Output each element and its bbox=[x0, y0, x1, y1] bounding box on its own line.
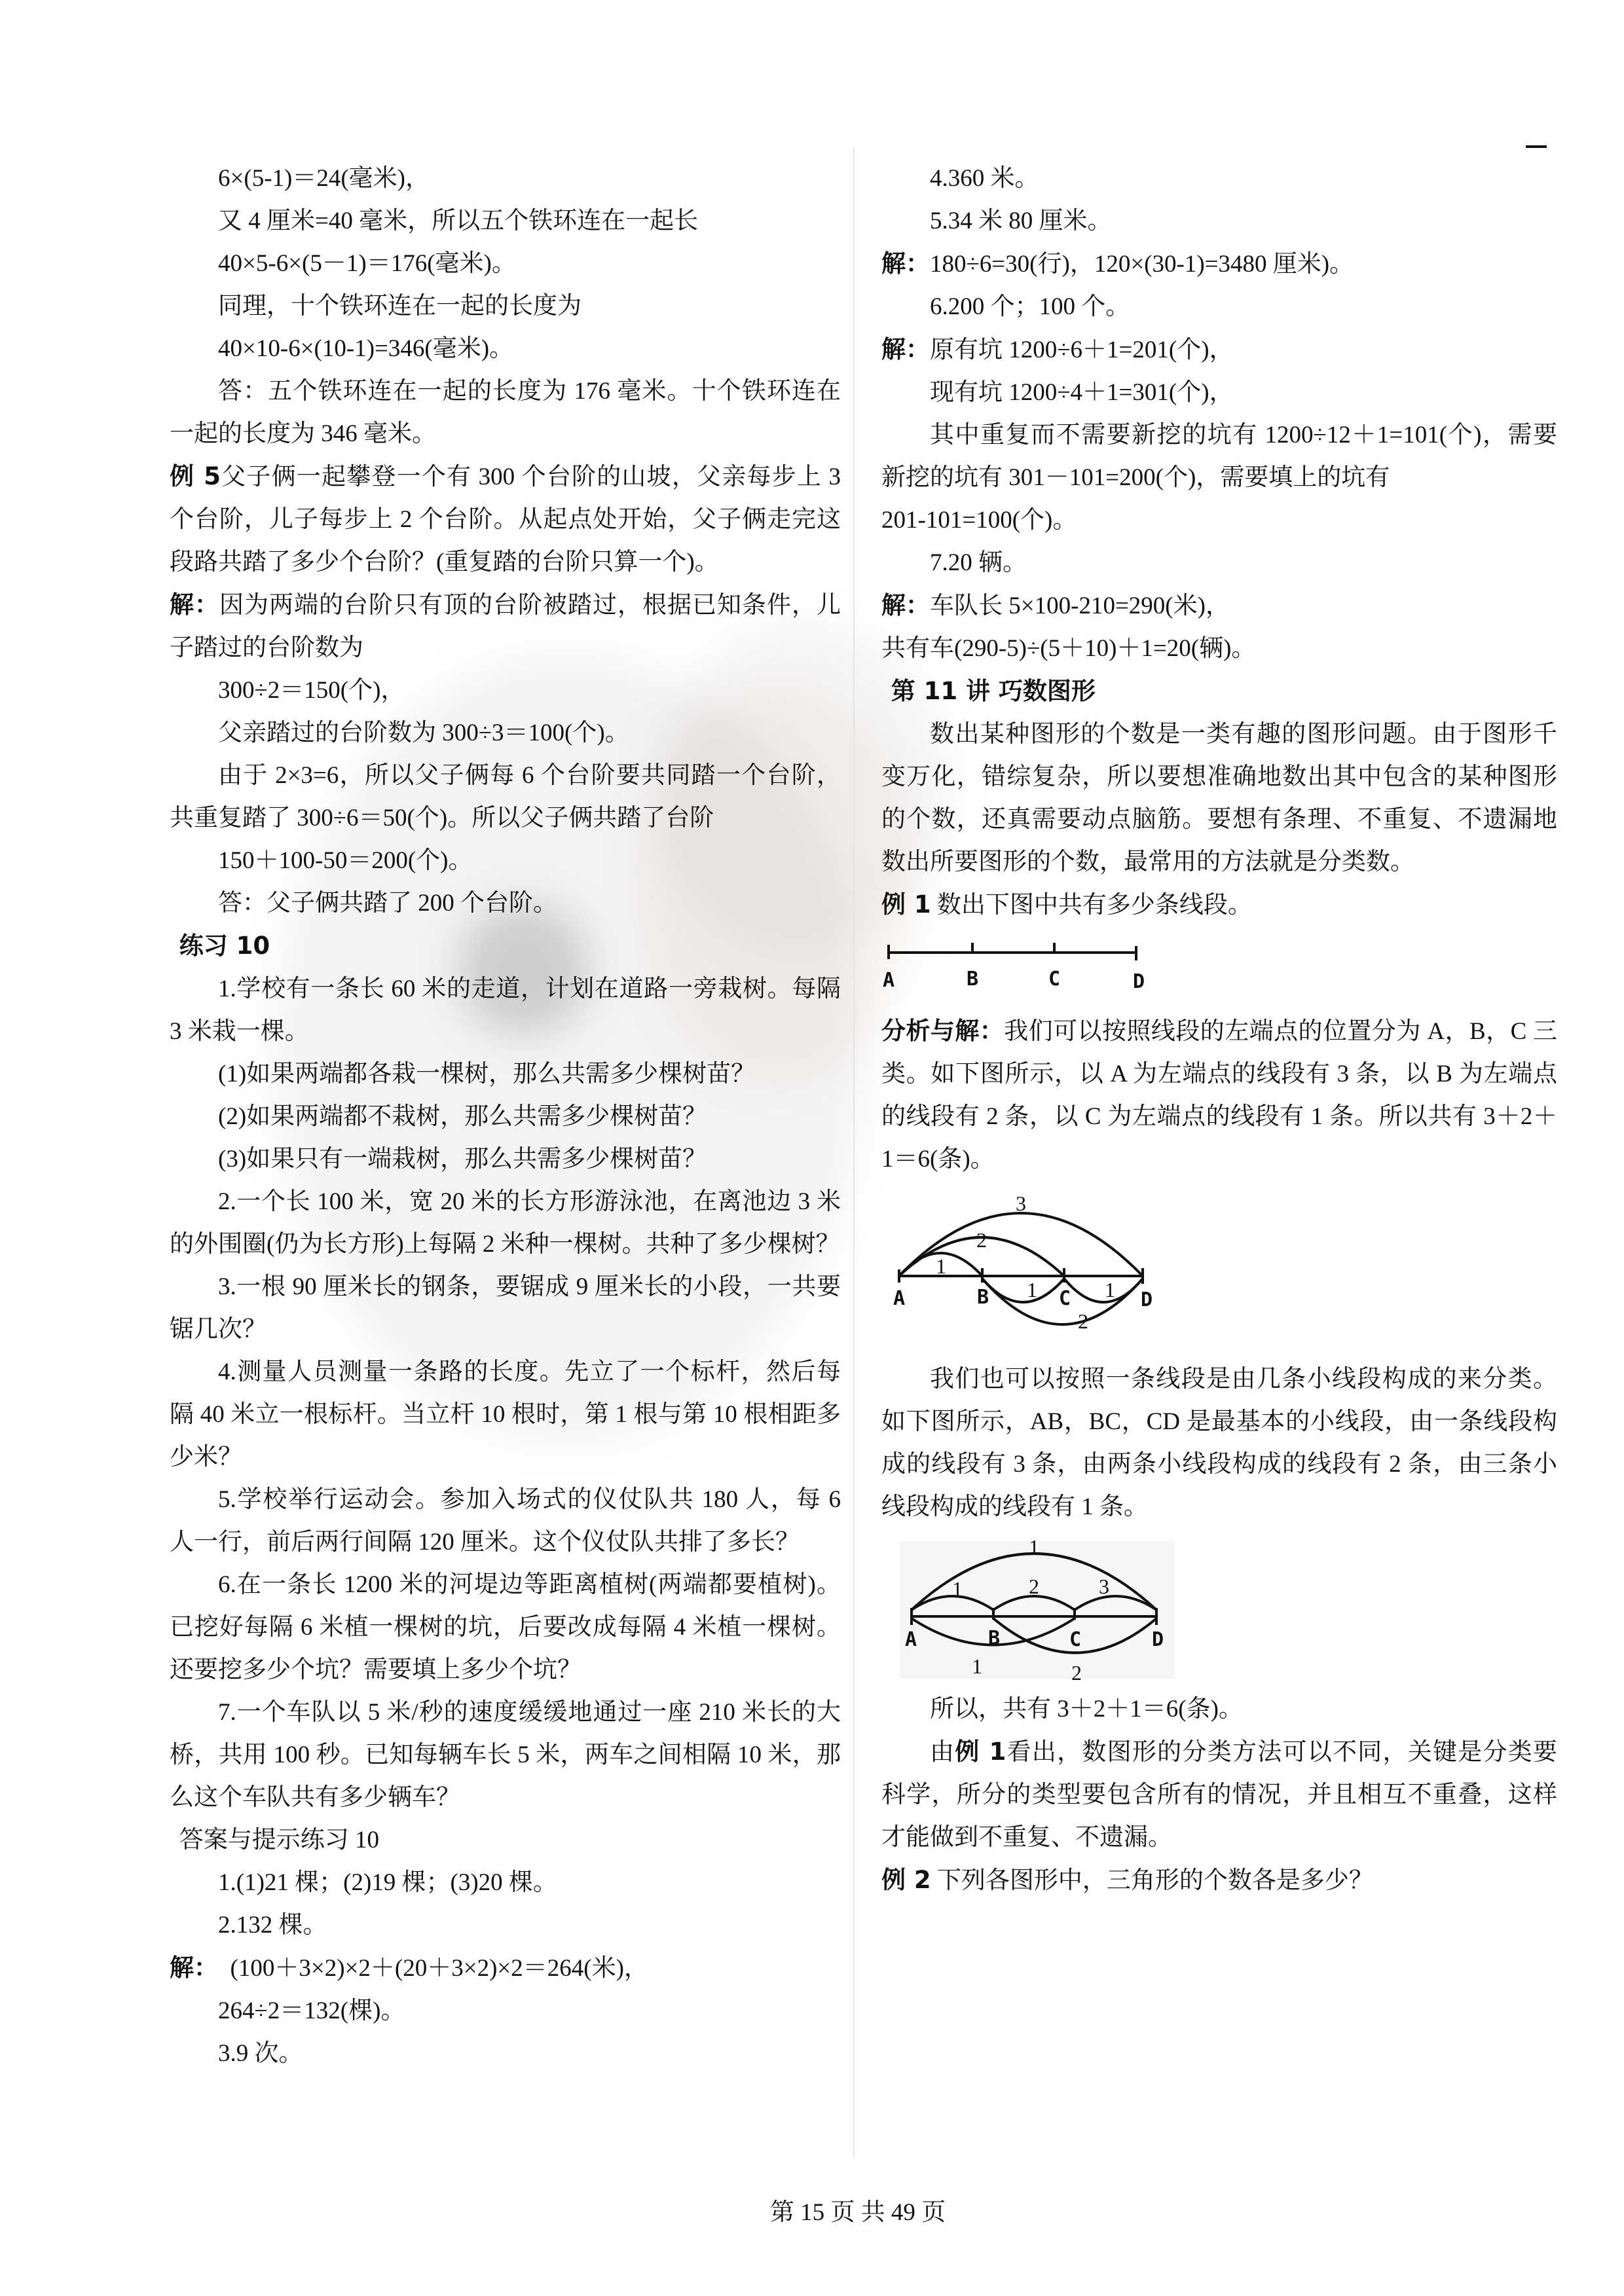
arc-label-a-d: 3 bbox=[1016, 1192, 1026, 1215]
arc-label-b-d: 2 bbox=[1078, 1309, 1088, 1333]
paragraph-text: 答案与提示练习 10 bbox=[179, 1827, 380, 1853]
paragraph-text: (100＋3×2)×2＋(20＋3×2)×2＝264(米)， bbox=[206, 1955, 648, 1982]
paragraph bbox=[170, 1478, 841, 1563]
paragraph bbox=[170, 1053, 841, 1095]
paragraph-text: 40×5-6×(5－1)＝176(毫米)。 bbox=[218, 250, 516, 277]
paragraph-text: 我们可以按照线段的左端点的位置分为 A，B，C 三类。如下图所示，以 A 为左端点的线段有 3 条，以 B 为左端点的线段有 2 条，以 C 为左端点的线段有 1 条。所以共有 3＋2＋1＝6(条)。 bbox=[881, 1018, 1557, 1173]
bold-label: 例 5 bbox=[170, 462, 221, 490]
paragraph bbox=[170, 924, 841, 968]
arc-label-b-d: 2 bbox=[1071, 1661, 1082, 1685]
paragraph-text: 共有车(290-5)÷(5＋10)＋1=20(辆)。 bbox=[881, 635, 1256, 662]
paragraph bbox=[170, 1990, 841, 2032]
paragraph-text: 4.360 米。 bbox=[930, 165, 1039, 192]
point-label-d: D bbox=[1152, 1628, 1164, 1651]
paragraph bbox=[881, 1010, 1557, 1180]
bold-label: 练习 10 bbox=[179, 932, 270, 960]
figure-background bbox=[900, 1541, 1175, 1679]
bold-label: 例 1 bbox=[881, 890, 931, 919]
paragraph bbox=[881, 242, 1557, 285]
sub-segment-arc-diagram bbox=[881, 1528, 1183, 1688]
paragraph-text: 7.20 辆。 bbox=[930, 549, 1027, 576]
paragraph-text: 1.学校有一条长 60 米的走道，计划在道路一旁栽树。每隔 3 米栽一棵。 bbox=[170, 975, 841, 1045]
point-label-d: D bbox=[1133, 970, 1145, 993]
paragraph bbox=[170, 1138, 841, 1180]
bold-label: 解： bbox=[881, 249, 930, 278]
paragraph bbox=[881, 157, 1557, 200]
paragraph bbox=[881, 1358, 1557, 1528]
paragraph-text: 下列各图形中，三角形的个数各是多少？ bbox=[931, 1867, 1373, 1894]
paragraph-text: 同理，十个铁环连在一起的长度为 bbox=[218, 293, 581, 319]
point-label-a: A bbox=[893, 1287, 906, 1310]
paragraph bbox=[170, 754, 841, 839]
paragraph bbox=[170, 157, 841, 200]
paragraph bbox=[170, 712, 841, 754]
paragraph-text: 264÷2＝132(棵)。 bbox=[218, 1997, 405, 2024]
point-label-a: A bbox=[905, 1628, 917, 1651]
paragraph-text: 父子俩一起攀登一个有 300 个台阶的山坡，父亲每步上 3 个台阶，儿子每步上 2 个台阶。从起点处开始，父子俩走完这段路共踏了多少个台阶？(重复踏的台阶只算一个)。 bbox=[170, 464, 841, 575]
answers-and-lecture-intro bbox=[881, 157, 1557, 926]
paragraph-text: 看出，数图形的分类方法可以不同，关键是分类要科学，所分的类型要包含所有的情况，并且相互不重叠，这样才能做到不重复、不遗漏。 bbox=[881, 1739, 1558, 1851]
paragraph-text: 因为两端的台阶只有顶的台阶被踏过，根据已知条件，儿子踏过的台阶数为 bbox=[170, 592, 841, 661]
column-divider bbox=[853, 147, 855, 2157]
analysis-paragraph bbox=[881, 1010, 1557, 1180]
bold-label: 例 2 bbox=[881, 1866, 931, 1894]
paragraph bbox=[170, 583, 841, 669]
paragraph-text: 5.学校举行运动会。参加入场式的仪仗队共 180 人，每 6 人一行，前后两行间隔 120 厘米。这个仪仗队共排了多长？ bbox=[170, 1486, 841, 1556]
paragraph-text: 180÷6=30(行)，120×(30-1)=3480 厘米)。 bbox=[930, 251, 1354, 278]
paragraph bbox=[881, 285, 1557, 328]
paragraph bbox=[170, 669, 841, 712]
bold-label: 分析与解： bbox=[881, 1017, 1005, 1045]
paragraph bbox=[881, 328, 1557, 371]
paragraph-text: 40×10-6×(10-1)=346(毫米)。 bbox=[218, 335, 514, 362]
paragraph-text: 6.在一条长 1200 米的河堤边等距离植树(两端都要植树)。已挖好每隔 6 米植一棵树的坑，后要改成每隔 4 米植一棵树。还要挖多少个坑？需要填上多少个坑？ bbox=[170, 1571, 841, 1683]
paragraph-text: 6×(5-1)＝24(毫米)， bbox=[218, 165, 430, 192]
paragraph-text: 答：五个铁环连在一起的长度为 176 毫米。十个铁环连在一起的长度为 346 毫米。 bbox=[170, 378, 841, 447]
paragraph bbox=[881, 499, 1557, 541]
arc-label-a-b: 1 bbox=[952, 1577, 963, 1601]
paragraph-text: 3.9 次。 bbox=[218, 2040, 303, 2067]
arc-label-a-c: 1 bbox=[972, 1654, 982, 1678]
paragraph bbox=[170, 285, 841, 327]
paragraph bbox=[881, 713, 1557, 883]
bold-label: 解： bbox=[170, 1954, 206, 1982]
point-label-c: C bbox=[1059, 1287, 1071, 1310]
left-endpoint-arc-diagram bbox=[881, 1180, 1170, 1358]
paragraph bbox=[170, 242, 841, 285]
paragraph bbox=[170, 968, 841, 1053]
paragraph-text: 父亲踏过的台阶数为 300÷3＝100(个)。 bbox=[218, 720, 629, 746]
bold-label: 第 11 讲 巧数图形 bbox=[891, 677, 1096, 705]
paragraph bbox=[170, 1095, 841, 1138]
paragraph-text: 数出下图中共有多少条线段。 bbox=[931, 892, 1252, 919]
paragraph bbox=[170, 1180, 841, 1266]
paragraph-text: 2.一个长 100 米，宽 20 米的长方形游泳池，在离池边 3 米的外围圈(仍为长方形)上每隔 2 米种一棵树。共种了多少棵树？ bbox=[170, 1188, 841, 1258]
paragraph bbox=[881, 883, 1557, 926]
point-label-c: C bbox=[1048, 968, 1061, 991]
right-column bbox=[881, 157, 1557, 1902]
paragraph-text: 201-101=100(个)。 bbox=[881, 507, 1077, 534]
paragraph-text: 其中重复而不需要新挖的坑有 1200÷12＋1=101(个)，需要新挖的坑有 301－101=200(个)，需要填上的坑有 bbox=[881, 422, 1557, 491]
segment-diagram bbox=[881, 926, 1156, 1010]
paragraph bbox=[881, 414, 1557, 499]
point-label-c: C bbox=[1069, 1628, 1082, 1651]
second-method-paragraph bbox=[881, 1358, 1557, 1528]
paragraph bbox=[881, 584, 1557, 627]
paragraph-text: 6.200 个；100 个。 bbox=[930, 293, 1130, 320]
paragraph bbox=[170, 1904, 841, 1946]
paragraph-text: (3)如果只有一端栽树，那么共需多少棵树苗？ bbox=[218, 1146, 707, 1173]
paragraph bbox=[170, 200, 841, 242]
paragraph-text: 3.一根 90 厘米长的钢条，要锯成 9 厘米长的小段，一共要锯几次？ bbox=[170, 1273, 841, 1343]
paragraph bbox=[881, 670, 1557, 713]
paragraph bbox=[170, 1563, 841, 1691]
paragraph-text: 现有坑 1200÷4＋1=301(个)， bbox=[930, 379, 1234, 406]
paragraph-text: 150＋100-50＝200(个)。 bbox=[218, 847, 473, 874]
paragraph bbox=[170, 1819, 841, 1861]
bold-label: 解： bbox=[881, 591, 930, 619]
point-label-b: B bbox=[988, 1627, 1001, 1650]
paragraph bbox=[170, 455, 841, 583]
paragraph bbox=[881, 541, 1557, 584]
paragraph-text: 1.(1)21 棵；(2)19 棵；(3)20 棵。 bbox=[218, 1869, 557, 1896]
arc-label-a-c: 2 bbox=[976, 1228, 987, 1252]
paragraph bbox=[881, 1859, 1557, 1902]
paragraph-text: 我们也可以按照一条线段是由几条小线段构成的来分类。如下图所示，AB，BC，CD 是最基本的小线段，由一条线段构成的线段有 3 条，由两条小线段构成的线段有 2 条，由三条小线段构成的线段有 1 条。 bbox=[881, 1366, 1557, 1520]
paragraph-text: 2.132 棵。 bbox=[218, 1912, 327, 1939]
paragraph-text: 7.一个车队以 5 米/秒的速度缓缓地通过一座 210 米长的大桥，共用 100 秒。已知每辆车长 5 米，两车之间相隔 10 米，那么这个车队共有多少辆车？ bbox=[170, 1699, 841, 1811]
point-label-d: D bbox=[1141, 1288, 1153, 1311]
arc-label-c-d: 1 bbox=[1105, 1278, 1115, 1302]
arc-label-a-b: 1 bbox=[936, 1254, 946, 1278]
left-column bbox=[170, 157, 841, 2075]
paragraph-text: 车队长 5×100-210=290(米)， bbox=[930, 592, 1230, 619]
page-footer bbox=[0, 2192, 1624, 2227]
paragraph-text: 300÷2＝150(个)， bbox=[218, 677, 405, 704]
paragraph bbox=[881, 627, 1557, 670]
arc-label-b-c: 1 bbox=[1027, 1278, 1037, 1302]
point-label-b: B bbox=[967, 968, 979, 991]
paragraph-text: (2)如果两端都不栽树，那么共需多少棵树苗？ bbox=[218, 1103, 707, 1130]
paragraph-text: 4.测量人员测量一条路的长度。先立了一个标杆，然后每隔 40 米立一根标杆。当立杆 10 根时，第 1 根与第 10 根相距多少米？ bbox=[170, 1358, 841, 1470]
point-label-b: B bbox=[977, 1286, 989, 1309]
arc-label-a-d: 1 bbox=[1029, 1535, 1039, 1559]
paragraph bbox=[881, 1688, 1557, 1730]
figure-line-segment-abcd bbox=[881, 926, 1222, 1010]
arc-label-b-c: 2 bbox=[1029, 1575, 1039, 1598]
figure-left-endpoint-classification bbox=[881, 1180, 1222, 1358]
paragraph-text: 数出某种图形的个数是一类有趣的图形问题。由于图形千变万化，错综复杂，所以要想准确地数出其中包含的某种图形的个数，还真需要动点脑筋。要想有条理、不重复、不遗漏地数出所要图形的个数，最常用的方法就是分类数。 bbox=[881, 721, 1557, 875]
paragraph-text: 答：父子俩共踏了 200 个台阶。 bbox=[218, 890, 557, 917]
paragraph-text: 又 4 厘米=40 毫米，所以五个铁环连在一起长 bbox=[218, 208, 699, 234]
paragraph bbox=[881, 200, 1557, 242]
bold-label: 解： bbox=[881, 335, 930, 363]
paragraph-text: 所以，共有 3＋2＋1＝6(条)。 bbox=[930, 1696, 1243, 1722]
paragraph bbox=[170, 1691, 841, 1819]
paragraph bbox=[881, 371, 1557, 414]
arc-label-c-d: 3 bbox=[1099, 1575, 1109, 1598]
point-label-a: A bbox=[883, 969, 895, 992]
header-dash bbox=[1526, 145, 1547, 148]
paragraph bbox=[170, 1266, 841, 1351]
bold-label: 解： bbox=[170, 591, 219, 619]
paragraph bbox=[170, 882, 841, 924]
paragraph-text: 5.34 米 80 厘米。 bbox=[930, 208, 1112, 234]
page-number: 第 15 页 共 49 页 bbox=[769, 2199, 946, 2226]
paragraph bbox=[170, 1861, 841, 1904]
paragraph-text: (1)如果两端都各栽一棵树，那么共需多少棵树苗？ bbox=[218, 1061, 756, 1087]
paragraph bbox=[170, 839, 841, 882]
paragraph-text: 由 bbox=[930, 1739, 955, 1766]
figure-sub-segment-classification bbox=[881, 1528, 1222, 1688]
paragraph bbox=[170, 327, 841, 370]
conclusion-and-example-2 bbox=[881, 1688, 1557, 1902]
paragraph bbox=[170, 1351, 841, 1478]
paragraph bbox=[881, 1730, 1557, 1859]
paragraph-text: 由于 2×3=6，所以父子俩每 6 个台阶要共同踏一个台阶，共重复踏了 300÷6＝50(个)。所以父子俩共踏了台阶 bbox=[170, 762, 841, 831]
paragraph bbox=[170, 2032, 841, 2075]
paragraph bbox=[170, 1946, 841, 1990]
paragraph bbox=[170, 370, 841, 455]
paragraph-text: 原有坑 1200÷6＋1=201(个)， bbox=[930, 337, 1234, 363]
bold-label: 例 1 bbox=[955, 1738, 1006, 1766]
